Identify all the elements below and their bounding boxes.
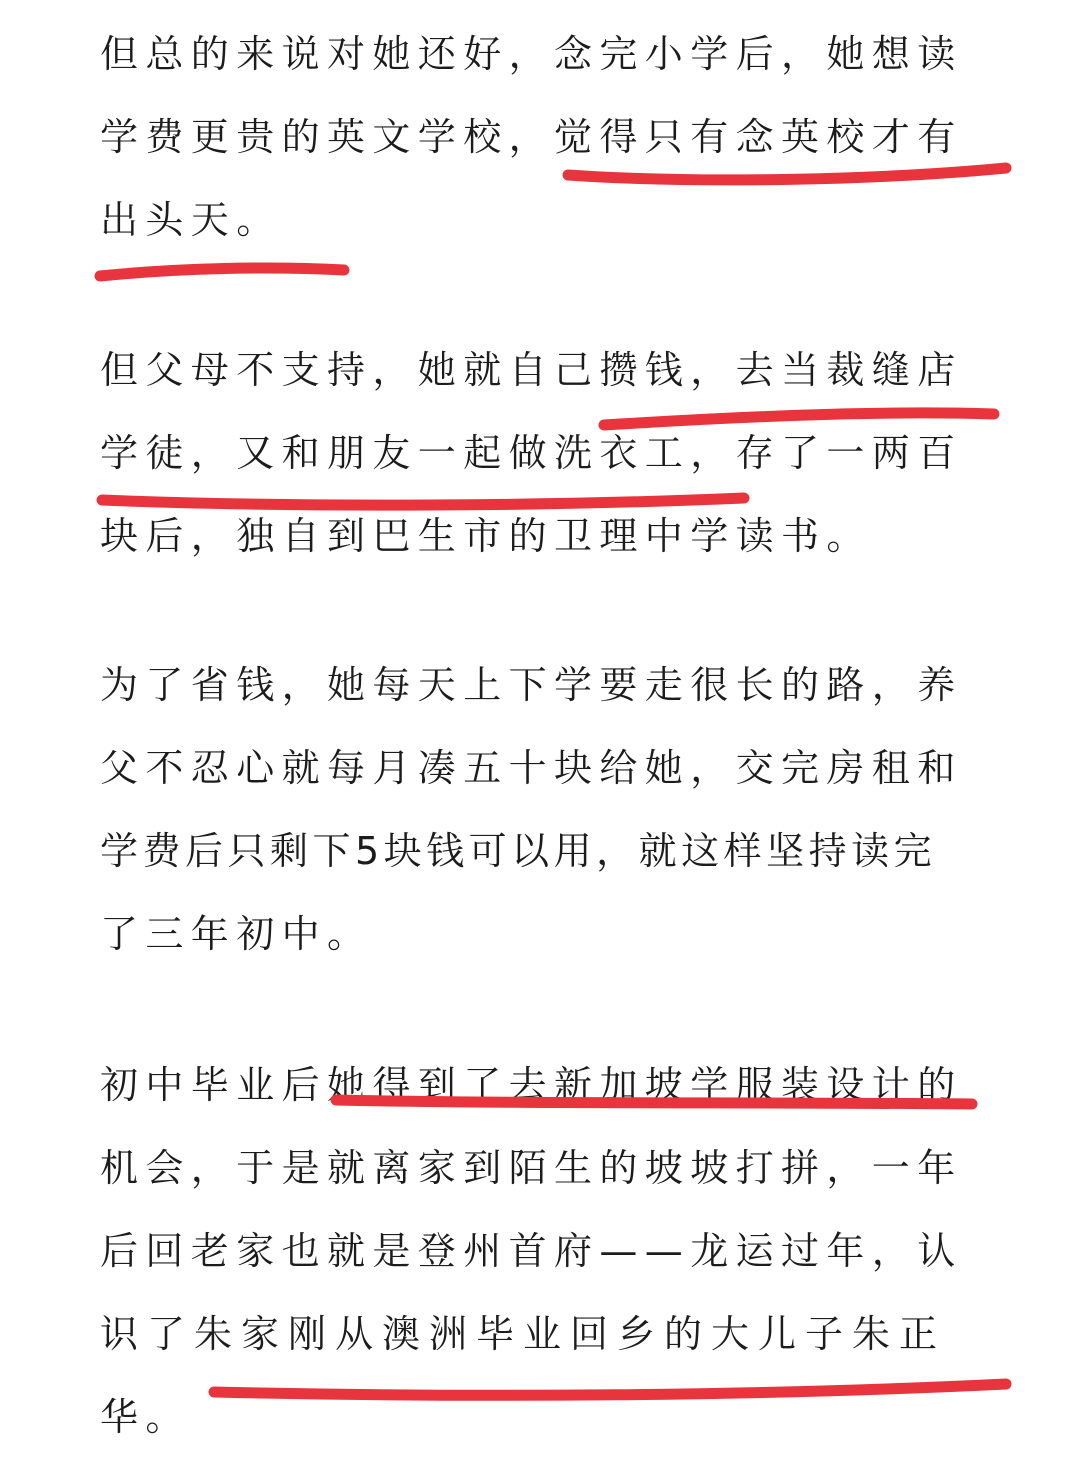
text-line: 块后，独自到巴生市的卫理中学读书。	[100, 514, 872, 558]
text-line: 但总的来说对她还好，念完小学后，她想读	[100, 32, 963, 76]
red-underline	[568, 168, 1006, 180]
text-line: 但父母不支持，她就自己攒钱，去当裁缝店	[100, 348, 963, 392]
text-line: 为了省钱，她每天上下学要走很长的路，养	[100, 663, 963, 707]
text-line: 学徒，又和朋友一起做洗衣工，存了一两百	[100, 431, 963, 475]
text-line: 华。	[100, 1395, 191, 1439]
text-line: 出头天。	[100, 198, 282, 242]
text-line: 学费后只剩下5块钱可以用，就这样坚持读完	[100, 829, 937, 873]
red-underline	[214, 1384, 1006, 1395]
text-line: 后回老家也就是登州首府——龙运过年，认	[100, 1229, 963, 1273]
red-underline	[100, 268, 344, 276]
text-line: 初中毕业后她得到了去新加坡学服装设计的	[100, 1063, 963, 1107]
text-line: 父不忍心就每月凑五十块给她，交完房租和	[100, 746, 963, 790]
text-line: 学费更贵的英文学校，觉得只有念英校才有	[100, 115, 963, 159]
text-line: 识了朱家刚从澳洲毕业回乡的大儿子朱正	[100, 1312, 947, 1356]
text-line: 了三年初中。	[100, 912, 373, 956]
red-underline	[102, 498, 744, 505]
text-line: 机会，于是就离家到陌生的坡坡打拼，一年	[100, 1146, 963, 1190]
